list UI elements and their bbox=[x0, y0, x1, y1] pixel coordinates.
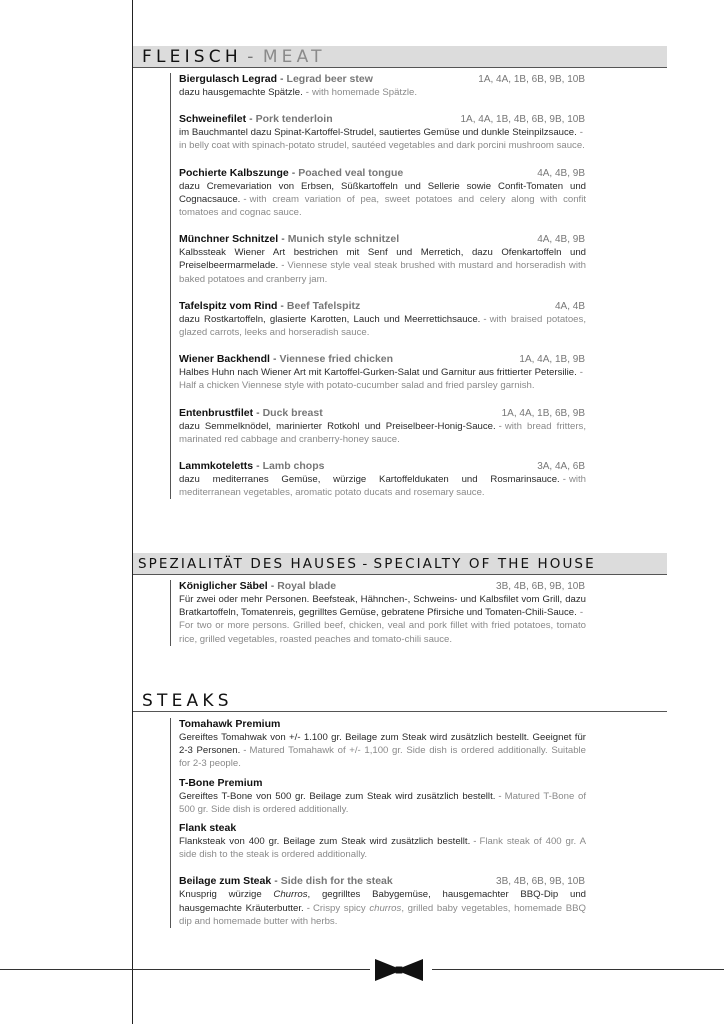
item-name: Pochierte Kalbszunge bbox=[179, 166, 289, 179]
item-name-en: Munich style schnitzel bbox=[287, 233, 400, 246]
item-description: dazu hausgemachte Spätzle. - with homemade Spätzle. bbox=[179, 87, 418, 98]
allergen-codes: 4A, 4B, 9B bbox=[537, 234, 585, 246]
item-name: Münchner Schnitzel bbox=[179, 233, 279, 246]
menu-item: Beilage zum Steak - Side dish for the steak 3B, 4B, 6B, 9B, 10B Knusprig würzige Churros, gegrilltes Babygemüse, hausgemachter BBQ-Dip und hausgemachte Kräuterbutter. - Crispy spicy churros, grilled baby vegetables, homemade BBQ dip and homemade butter with herbs. bbox=[179, 875, 587, 927]
menu-item: Entenbrustfilet - Duck breast 1A, 4A, 1B, 6B, 9B dazu Semmelknödel, marinierter Rotkohl und Preiselbeer-Honig-Sauce. - with bread fritters, marinated red cabbage and cranberry-honey sauce. bbox=[179, 406, 586, 445]
item-description: Gereiftes T-Bone von 500 gr. Beilage zum Steak wird zusätzlich bestellt. - Matured T-Bone of 500 gr. Side dish is ordered additionally. bbox=[179, 790, 586, 815]
item-name-en: Side dish for the steak bbox=[280, 875, 393, 888]
allergen-codes: 3A, 4A, 6B bbox=[537, 461, 585, 473]
item-name-en: Poached veal tongue bbox=[298, 166, 404, 179]
item-name-en: Viennese fried chicken bbox=[279, 353, 394, 366]
steaks-items bbox=[170, 718, 586, 928]
item-name: T-Bone Premium bbox=[179, 776, 263, 789]
item-name: Wiener Backhendl bbox=[179, 353, 270, 366]
footer-rule-right bbox=[432, 969, 724, 970]
item-name-en: Royal blade bbox=[277, 580, 337, 592]
item-description: dazu mediterranes Gemüse, würzige Kartoffeldukaten und Rosmarinsauce. - with mediterranean vegetables, aromatic potato ducats and rosemary sauce. bbox=[179, 474, 586, 499]
section-title-en: MEAT bbox=[262, 47, 326, 67]
menu-item: Münchner Schnitzel - Munich style schnitzel 4A, 4B, 9B Kalbssteak Wiener Art bestrichen mit Senf und Merretich, dazu Ofenkartoffeln und Preiselbeermarmelade. - Viennese style veal steak brushed with mustard and horseradish with baked potatoes and cranberry jam. bbox=[179, 233, 586, 285]
item-description: dazu Semmelknödel, marinierter Rotkohl und Preiselbeer-Honig-Sauce. - with bread fritters, marinated red cabbage and cranberry-honey sauce. bbox=[179, 420, 586, 445]
section-header-specialty bbox=[133, 553, 667, 575]
menu-item bbox=[179, 822, 586, 861]
item-name: Lammkoteletts bbox=[179, 460, 254, 473]
section-header-steaks bbox=[133, 690, 667, 712]
item-description: Halbes Huhn nach Wiener Art mit Kartoffel-Gurken-Salat und Garnitur aus frittierter Petersilie. -Half a chicken Viennese style with potato-cucumber salad and fried parsley garnish. bbox=[179, 367, 583, 392]
allergen-codes: 1A, 4A, 1B, 6B, 9B, 10B bbox=[478, 74, 585, 85]
item-name: Beilage zum Steak bbox=[179, 875, 272, 888]
meat-items bbox=[170, 73, 586, 499]
bowtie-icon bbox=[375, 958, 423, 982]
item-description: Für zwei oder mehr Personen. Beefsteak, Hähnchen-, Schweins- und Kalbsfilet vom Grill, dazu Bratkartoffeln, Tomatenreis, gegrilltes Gemüse, gebratene Pfirsiche und Tomaten-Chili-Sauce. -For two or more persons. Grilled beef, chicken, veal and pork fillet with fried potatoes, tomato rice, grilled vegetables, roasted peaches and tomato-chili sauce. bbox=[179, 594, 586, 645]
section-title-de: FLEISCH bbox=[142, 47, 242, 67]
menu-item bbox=[179, 777, 586, 816]
menu-item: Pochierte Kalbszunge - Poached veal tongue 4A, 4B, 9B dazu Cremevariation von Erbsen, Süßkartoffeln und Sellerie sowie Confit-Tomaten und Cognacsauce. - with cream variation of pea, sweet potatoes and celery along with confit tomatoes and cognac sauce. bbox=[179, 166, 586, 219]
allergen-codes: 1A, 4A, 1B, 6B, 9B bbox=[501, 407, 585, 419]
item-name: Tafelspitz vom Rind bbox=[179, 299, 278, 312]
item-name: Flank steak bbox=[179, 822, 237, 835]
menu-item bbox=[179, 718, 586, 771]
section-title-separator: - bbox=[362, 556, 370, 572]
menu-item: Schweinefilet - Pork tenderloin 1A, 4A, 1B, 4B, 6B, 9B, 10B im Bauchmantel dazu Spinat-Kartoffel-Strudel, sautiertes Gemüse und dunkle Steinpilzsauce. -in belly coat with spinach-potato strudel, sautéed vegetables and dark porcini mushroom sauce. bbox=[179, 113, 585, 152]
item-name-en: Legrad beer stew bbox=[286, 73, 373, 85]
item-description: Knusprig würzige Churros, gegrilltes Babygemüse, hausgemachter BBQ-Dip und hausgemachte Kräuterbutter. - Crispy spicy churros, grilled baby vegetables, homemade BBQ dip and homemade butter with herbs. bbox=[179, 889, 587, 927]
allergen-codes: 3B, 4B, 6B, 9B, 10B bbox=[496, 876, 585, 888]
item-description: dazu Cremevariation von Erbsen, Süßkartoffeln und Sellerie sowie Confit-Tomaten und Cognacsauce. - with cream variation of pea, sweet potatoes and celery along with confit tomatoes and cognac sauce. bbox=[179, 180, 586, 219]
item-name: Biergulasch Legrad bbox=[179, 73, 278, 85]
allergen-codes: 4A, 4B bbox=[554, 300, 585, 312]
page-vertical-rule bbox=[132, 0, 133, 1024]
section-header-meat bbox=[133, 46, 667, 68]
section-title-en: SPECIALTY OF THE HOUSE bbox=[373, 556, 596, 572]
menu-item: Wiener Backhendl - Viennese fried chicken 1A, 4A, 1B, 9B Halbes Huhn nach Wiener Art mit Kartoffel-Gurken-Salat und Garnitur aus frittierter Petersilie. -Half a chicken Viennese style with potato-cucumber salad and fried parsley garnish. bbox=[179, 353, 585, 392]
menu-item: Biergulasch Legrad - Legrad beer stew 1A, 4A, 1B, 6B, 9B, 10B dazu hausgemachte Spätzle. - with homemade Spätzle. bbox=[179, 73, 585, 98]
allergen-codes: 1A, 4A, 1B, 4B, 6B, 9B, 10B bbox=[460, 114, 585, 126]
allergen-codes: 1A, 4A, 1B, 9B bbox=[519, 354, 585, 366]
section-title-de: STEAKS bbox=[142, 691, 233, 711]
item-name-en: Beef Tafelspitz bbox=[286, 299, 361, 312]
menu-item: Königlicher Säbel - Royal blade 3B, 4B, 6B, 9B, 10B Für zwei oder mehr Personen. Beefsteak, Hähnchen-, Schweins- und Kalbsfilet vom Grill, dazu Bratkartoffeln, Tomatenreis, gegrilltes Gemüse, gebratene Pfirsiche und Tomaten-Chili-Sauce. -For two or more persons. Grilled beef, chicken, veal and pork fillet with fried potatoes, tomato rice, grilled vegetables, roasted peaches and tomato-chili sauce. bbox=[179, 580, 586, 645]
item-name: Tomahawk Premium bbox=[179, 718, 281, 730]
allergen-codes: 3B, 4B, 6B, 9B, 10B bbox=[496, 581, 585, 592]
item-name-en: Pork tenderloin bbox=[255, 113, 333, 126]
menu-item: Tafelspitz vom Rind - Beef Tafelspitz 4A, 4B dazu Rostkartoffeln, glasierte Karotten, Lauch und Meerrettichsauce. - with braised potatoes, glazed carrots, leeks and horseradish sauce. bbox=[179, 299, 586, 339]
menu-item: Lammkoteletts - Lamb chops 3A, 4A, 6B dazu mediterranes Gemüse, würzige Kartoffeldukaten und Rosmarinsauce. - with mediterranean vegetables, aromatic potato ducats and rosemary sauce. bbox=[179, 460, 586, 499]
item-description: im Bauchmantel dazu Spinat-Kartoffel-Strudel, sautiertes Gemüse und dunkle Steinpilzsauce. -in belly coat with spinach-potato strudel, sautéed vegetables and dark porcini mushroom sauce. bbox=[179, 127, 585, 152]
item-description: Flanksteak von 400 gr. Beilage zum Steak wird zusätzlich bestellt. - Flank steak of 400 gr. A side dish to the steak is ordered additionally. bbox=[179, 836, 586, 861]
specialty-items bbox=[170, 580, 586, 646]
item-description: dazu Rostkartoffeln, glasierte Karotten, Lauch und Meerrettichsauce. - with braised potatoes, glazed carrots, leeks and horseradish sauce. bbox=[179, 313, 586, 339]
item-name-en: Duck breast bbox=[262, 406, 323, 419]
section-title-separator: - bbox=[247, 47, 258, 67]
item-name: Entenbrustfilet bbox=[179, 406, 254, 419]
item-name: Schweinefilet bbox=[179, 113, 247, 126]
section-title-de: SPEZIALITÄT DES HAUSES bbox=[138, 556, 359, 572]
item-description: Gereiftes Tomahwak von +/- 1.100 gr. Beilage zum Steak wird zusätzlich bestellt. Geeignet für 2-3 Personen. - Matured Tomahawk of +/- 1,100 gr. Side dish is ordered additionally. Suitable for 2-3 people. bbox=[179, 732, 586, 770]
footer-rule-left bbox=[0, 969, 370, 970]
item-name: Königlicher Säbel bbox=[179, 580, 268, 592]
item-name-en: Lamb chops bbox=[262, 460, 325, 473]
allergen-codes: 4A, 4B, 9B bbox=[537, 167, 585, 179]
item-description: Kalbssteak Wiener Art bestrichen mit Senf und Merretich, dazu Ofenkartoffeln und Preiselbeermarmelade. - Viennese style veal steak brushed with mustard and horseradish with baked potatoes and cranberry jam. bbox=[179, 247, 586, 285]
